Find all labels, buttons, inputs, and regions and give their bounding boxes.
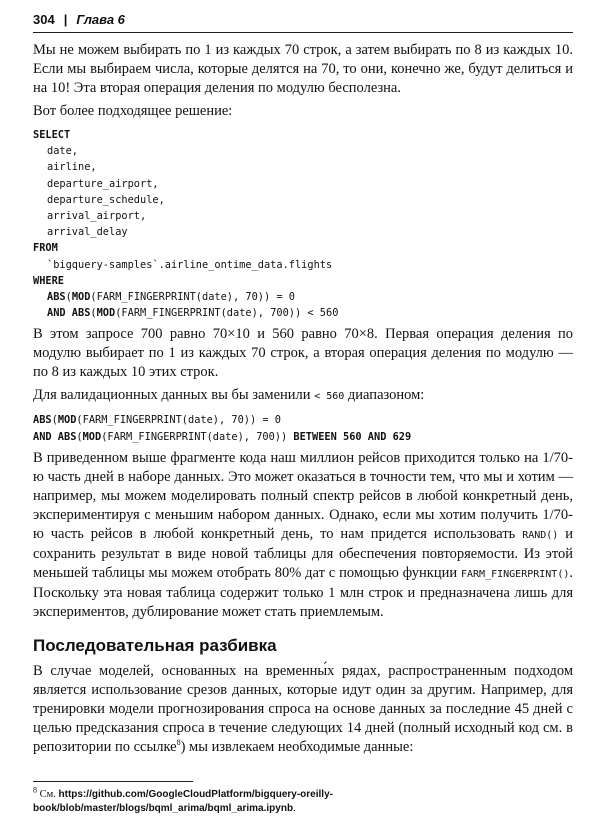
inline-code: < 560 xyxy=(314,391,345,403)
code-kw-mod: MOD xyxy=(96,307,116,320)
paragraph-6 xyxy=(33,662,573,757)
code-kw-abs: ABS xyxy=(47,291,66,304)
code-kw-abs: ABS xyxy=(33,414,52,427)
inline-code-rand: RAND() xyxy=(522,529,559,541)
header-separator: | xyxy=(63,12,68,27)
code-col-airline: airline, xyxy=(47,161,97,174)
inline-code-farm-fingerprint: FARM_FINGERPRINT() xyxy=(461,568,570,580)
code-col-departure-schedule: departure_schedule, xyxy=(47,193,165,206)
chapter-title: Глава 6 xyxy=(76,12,125,27)
paragraph-2: Вот более подходящее решение: xyxy=(33,103,233,119)
code-expr: (FARM_FINGERPRINT(date), 700)) < 560 xyxy=(115,307,339,320)
code-select: SELECT xyxy=(33,129,71,141)
page-number: 304 xyxy=(33,12,55,27)
code-line-2: AND ABS(MOD(FARM_FINGERPRINT(date), 700)) BETWEEN 560 AND 629 xyxy=(33,430,412,443)
code-table-name: `bigquery-samples`.airline_ontime_data.flights xyxy=(47,258,333,271)
paragraph-5 xyxy=(33,449,573,622)
footnote-reference[interactable]: 8 xyxy=(176,738,181,748)
code-from: FROM xyxy=(33,242,58,255)
running-header xyxy=(33,10,573,30)
code-where: WHERE xyxy=(33,274,64,287)
text-run: . Поскольку эта новая таблица содержит только 1 млн строк и предназначена лишь для экспериментов, дублирование может стать приемлемым. xyxy=(33,564,573,620)
footnote-link[interactable]: https://github.com/GoogleCloudPlatform/bigquery-oreilly-book/blob/master/blogs/bqml_arima/bqml_arima.ipynb xyxy=(33,788,333,814)
code-col-arrival-airport: arrival_airport, xyxy=(47,210,147,223)
code-where-line-1: ABS(MOD(FARM_FINGERPRINT(date), 70)) = 0 xyxy=(47,291,295,304)
header-rule xyxy=(33,32,573,33)
section-heading: Последовательная разбивка xyxy=(33,635,277,655)
code-expr: (FARM_FINGERPRINT(date), 70)) = 0 xyxy=(76,414,281,427)
code-block-1 xyxy=(33,127,573,321)
footnote-mark: 8 xyxy=(33,785,37,795)
code-col-departure-airport: departure_airport, xyxy=(47,177,159,190)
footnote xyxy=(33,785,573,816)
code-block-2 xyxy=(33,412,573,444)
code-kw-and-abs: AND ABS xyxy=(33,430,77,443)
code-line-1: ABS(MOD(FARM_FINGERPRINT(date), 70)) = 0 xyxy=(33,414,281,427)
paragraph-4 xyxy=(33,386,573,406)
text-run: ) мы извлекаем необходимые данные: xyxy=(180,738,414,755)
code-where-line-2: AND ABS(MOD(FARM_FINGERPRINT(date), 700)) < 560 xyxy=(47,307,339,320)
code-col-arrival-delay: arrival_delay xyxy=(47,226,128,239)
code-kw-and-abs: AND ABS xyxy=(47,307,91,320)
footnote-suffix: . xyxy=(293,802,296,814)
code-expr: (FARM_FINGERPRINT(date), 70)) = 0 xyxy=(90,291,295,304)
code-kw-mod: MOD xyxy=(71,291,91,304)
footnote-rule xyxy=(33,781,193,782)
text-run: В случае моделей, основанных на временны́х рядах, распространенным подходом является использование срезов данных, которые идут один за другим. Например, для тренировки модели прогнозирования спроса на основе данных за последние 45 дней с целью предсказания спроса в течение следующих 14 дней (полный исходный код см. в репозитории по ссылке xyxy=(33,662,573,755)
code-col-date: date, xyxy=(47,145,78,158)
text-run: Для валидационных данных вы бы заменили xyxy=(33,387,315,404)
paragraph-1: Мы не можем выбирать по 1 из каждых 70 строк, а затем выбирать по 8 из каждых 10. Если мы выбираем числа, которые делятся на 70, то они, конечно же, будут делиться и на 10! Эта вторая операция деления по модулю бесполезна. xyxy=(33,42,573,96)
footnote-prefix: См. xyxy=(37,788,59,800)
code-expr: (FARM_FINGERPRINT(date), 700)) xyxy=(101,430,294,443)
text-run: В приведенном выше фрагменте кода наш миллион рейсов приходится только на 1/70-ю часть дней в наборе данных. Это может оказаться в точности тем, что мы и хотим — например, мы можем моделировать полный спектр рейсов в любой конкретный день, экспериментируя с меньшим набором данных. Однако, если мы хотим получить 1/70-ю часть рейсов в любой конкретный день, то нам придется использовать xyxy=(33,449,573,542)
code-kw-mod: MOD xyxy=(82,430,102,443)
code-kw-between: BETWEEN 560 AND 629 xyxy=(293,430,412,443)
text-run: диапазоном: xyxy=(344,387,425,404)
text-run: и сохранить результат в виде новой таблицы для обеспечения повторяемости. Из этой меньшей таблицы мы можем отобрать 80% дат с помощью функции xyxy=(33,525,573,581)
paragraph-3: В этом запросе 700 равно 70×10 и 560 равно 70×8. Первая операция деления по модулю выбирает по 1 из каждых 70 строк, а вторая операция деления по модулю — по 8 из каждых 10 этих строк. xyxy=(33,326,573,381)
book-page xyxy=(33,10,573,816)
code-kw-mod: MOD xyxy=(57,414,77,427)
